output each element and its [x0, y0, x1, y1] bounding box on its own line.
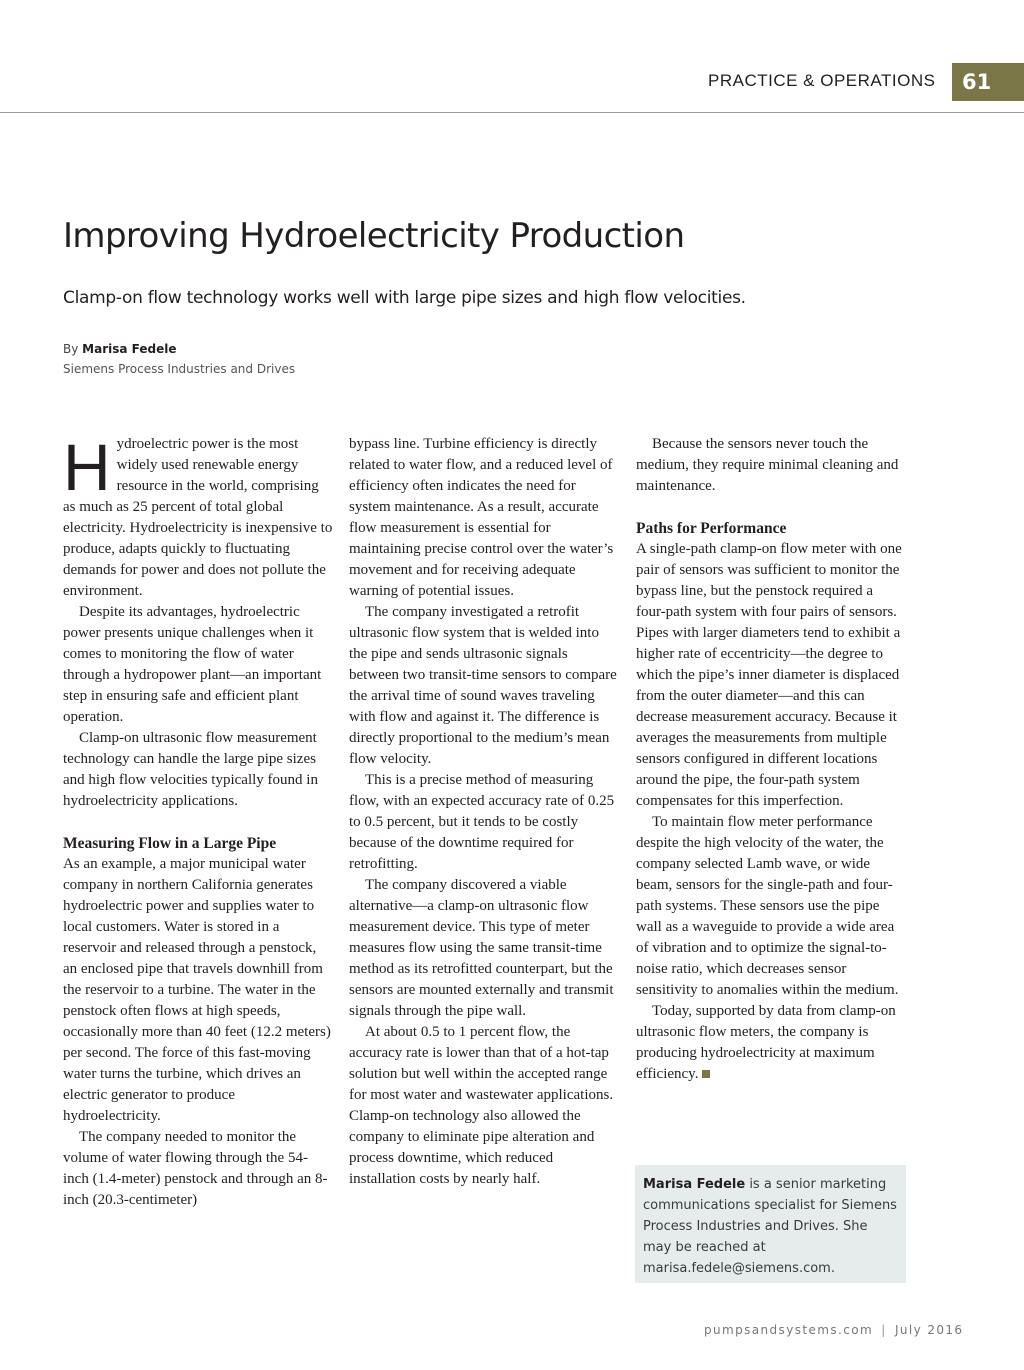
- paragraph: Despite its advantages, hydroelectric power presents unique challenges when it comes to monitoring the flow of water through a hydropower plant—an important step in ensuring safe and efficient plant operation.: [63, 604, 322, 725]
- drop-cap: H: [63, 430, 111, 504]
- paragraph: [63, 430, 333, 602]
- paragraph: bypass line. Turbine efficiency is directly related to water flow, and a reduced level of efficiency often indicates the need for system maintenance. As a result, accurate flow measurement is essential for maintaining precise control over the water’s movement and for receiving adequate warning of potential issues.: [349, 436, 614, 599]
- byline: [63, 342, 177, 356]
- paragraph-text: Today, supported by data from clamp-on ultrasonic flow meters, the company is producing hydroelectricity at maximum efficiency.: [636, 1003, 896, 1082]
- bio-text: is a senior marketing communications specialist for Siemens Process Industries and Drives. She may be reached at marisa.fedele@siemens.com.: [643, 1177, 897, 1276]
- paragraph-text: ydroelectric power is the most widely used renewable energy resource in the world, comprising as much as 25 percent of total global electricity. Hydroelectricity is inexpensive to produce, adapts quickly to fluctuating demands for power and does not pollute the environment.: [63, 436, 333, 599]
- article-title: Improving Hydroelectricity Production: [63, 216, 685, 256]
- paragraph: Because the sensors never touch the medium, they require minimal cleaning and maintenance.: [636, 436, 899, 494]
- section-heading: Measuring Flow in a Large Pipe: [63, 835, 277, 852]
- article-column-2: [349, 434, 619, 1190]
- end-of-article-icon: [702, 1070, 710, 1078]
- paragraph: The company needed to monitor the volume of water flowing through the 54-inch (1.4-meter) penstock and through an 8-inch (20.3-centimeter): [63, 1129, 328, 1208]
- author-name: Marisa Fedele: [82, 342, 177, 356]
- section-label: PRACTICE & OPERATIONS: [708, 71, 936, 90]
- byline-prefix: By: [63, 342, 79, 356]
- paragraph: As an example, a major municipal water company in northern California generates hydroelectric power and supplies water to local customers. Water is stored in a reservoir and released through a penstock, an enclosed pipe that travels downhill from the reservoir to a turbine. The water in the penstock often flows at high speeds, occasionally more than 40 feet (12.2 meters) per second. The force of this fast-moving water turns the turbine, which drives an electric generator to produce hydroelectricity.: [63, 856, 331, 1124]
- bio-author-name: Marisa Fedele: [643, 1177, 746, 1192]
- page-footer: [704, 1323, 963, 1337]
- author-bio-box: [635, 1165, 906, 1283]
- section-heading: Paths for Performance: [636, 520, 787, 537]
- article-subtitle: Clamp-on flow technology works well with large pipe sizes and high flow velocities.: [63, 288, 746, 308]
- paragraph: [636, 1001, 906, 1085]
- author-affiliation: Siemens Process Industries and Drives: [63, 362, 296, 376]
- footer-separator: |: [881, 1323, 887, 1337]
- footer-date: July 2016: [894, 1323, 964, 1337]
- paragraph: The company discovered a viable alternative—a clamp-on ultrasonic flow measurement device. This type of meter measures flow using the same transit-time method as its retrofitted counterpart, but the sensors are mounted externally and transmit signals through the pipe wall.: [349, 877, 614, 1019]
- header-divider: [0, 112, 1024, 113]
- paragraph: Clamp-on ultrasonic flow measurement technology can handle the large pipe sizes and high flow velocities typically found in hydroelectricity applications.: [63, 730, 318, 809]
- paragraph: To maintain flow meter performance despite the high velocity of the water, the company selected Lamb wave, or wide beam, sensors for the single-path and four-path systems. These sensors use the pipe wall as a waveguide to provide a wide area of vibration and to optimize the signal-to-noise ratio, which decreases sensor sensitivity to anomalies within the medium.: [636, 814, 899, 998]
- paragraph: The company investigated a retrofit ultrasonic flow system that is welded into the pipe and sends ultrasonic signals between two transit-time sensors to compare the arrival time of sound waves traveling with flow and against it. The difference is directly proportional to the medium’s mean flow velocity.: [349, 604, 617, 767]
- article-column-1: [63, 430, 333, 1211]
- footer-website: pumpsandsystems.com: [704, 1323, 874, 1337]
- paragraph: This is a precise method of measuring flow, with an expected accuracy rate of 0.25 to 0.5 percent, but it tends to be costly because of the downtime required for retrofitting.: [349, 772, 615, 872]
- paragraph: At about 0.5 to 1 percent flow, the accuracy rate is lower than that of a hot-tap solution but well within the accepted range for most water and wastewater applications. Clamp-on technology also allowed the company to eliminate pipe alteration and process downtime, which reduced installation costs by nearly half.: [349, 1024, 614, 1187]
- article-column-3: [636, 434, 906, 1085]
- page-number: 61: [952, 63, 1024, 101]
- paragraph: A single-path clamp-on flow meter with one pair of sensors was sufficient to monitor the bypass line, but the penstock required a four-path system with four pairs of sensors. Pipes with larger diameters tend to exhibit a higher rate of eccentricity—the degree to which the pipe’s inner diameter is displaced from the outer diameter—and this can decrease measurement accuracy. Because it averages the measurements from multiple sensors configured in different locations around the pipe, the four-path system compensates for this imperfection.: [636, 541, 902, 809]
